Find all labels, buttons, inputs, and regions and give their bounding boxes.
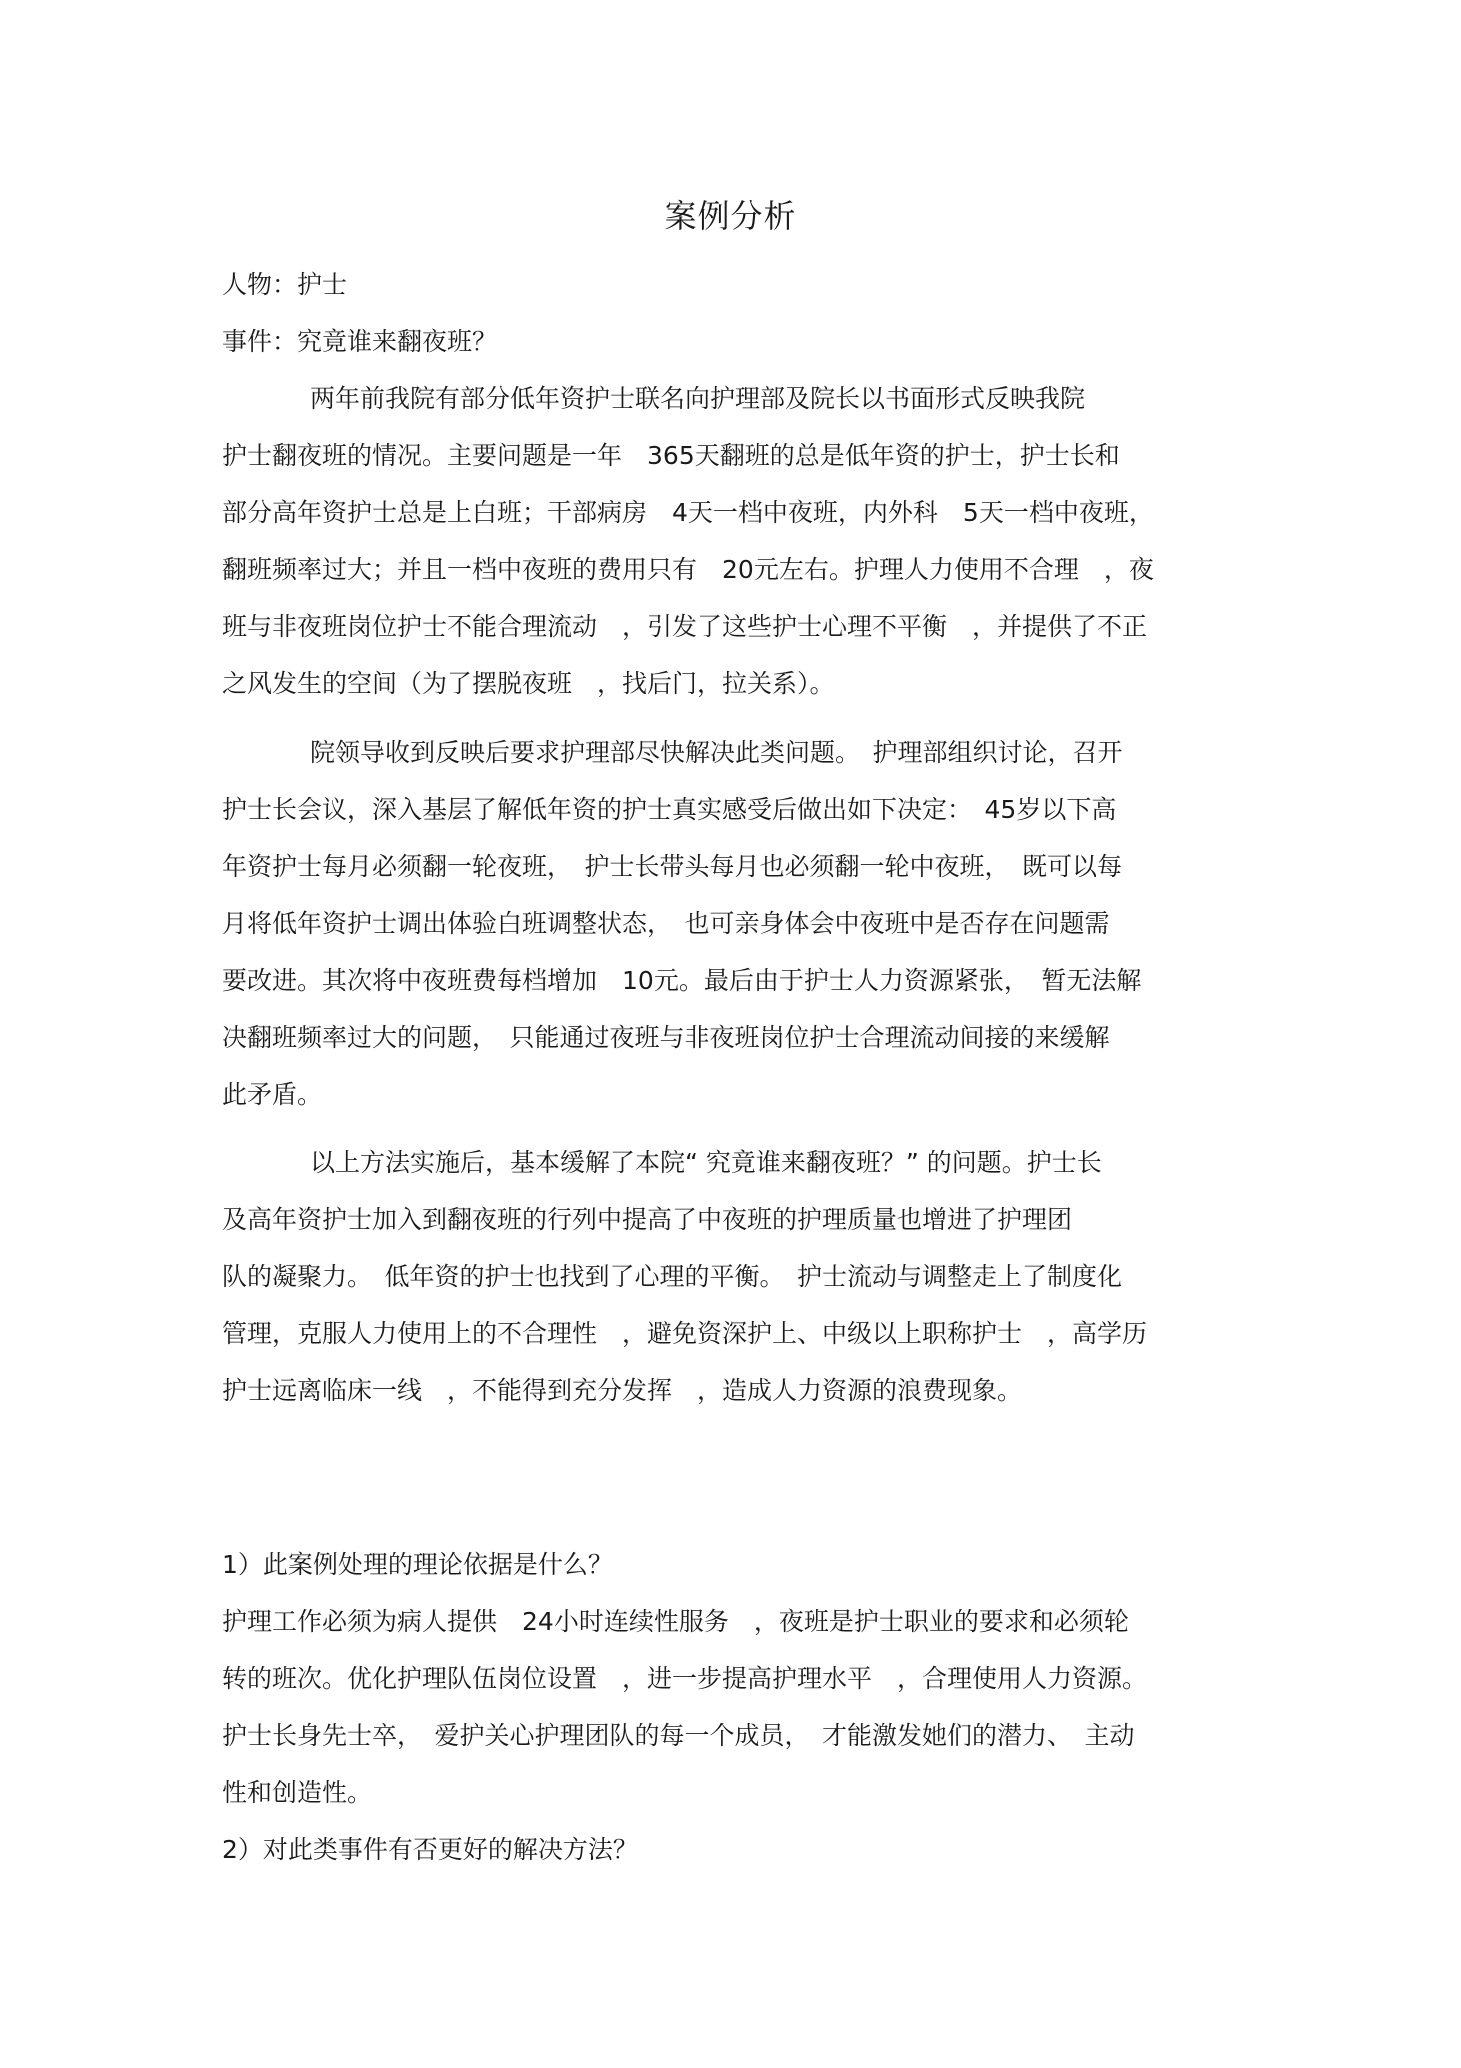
paragraph1-line: 部分高年资护士总是上白班；干部病房 4天一档中夜班，内外科 5天一档中夜班， xyxy=(222,498,1154,527)
person-line: 人物：护士 xyxy=(222,270,348,299)
paragraph2-line: 要改进。其次将中夜班费每档增加 10元。最后由于护士人力资源紧张， 暂无法解 xyxy=(222,966,1142,995)
answer1-line: 护士长身先士卒， 爱护关心护理团队的每一个成员， 才能激发她们的潜力、 主动 xyxy=(222,1721,1135,1750)
paragraph2-line: 院领导收到反映后要求护理部尽快解决此类问题。 护理部组织讨论，召开 xyxy=(310,738,1123,767)
answer1-line: 转的班次。优化护理队伍岗位设置 ，进一步提高护理水平 ，合理使用人力资源。 xyxy=(222,1664,1148,1693)
event-line: 事件：究竟谁来翻夜班？ xyxy=(222,327,498,356)
paragraph3-line: 管理，克服人力使用上的不合理性 ，避免资深护上、中级以上职称护士 ，高学历 xyxy=(222,1319,1148,1348)
paragraph2-line: 月将低年资护士调出体验白班调整状态， 也可亲身体会中夜班中是否存在问题需 xyxy=(222,909,1110,938)
paragraph3-line: 以上方法实施后，基本缓解了本院“ 究竟谁来翻夜班？” 的问题。护士长 xyxy=(310,1148,1102,1177)
paragraph3-line: 队的凝聚力。 低年资的护士也找到了心理的平衡。 护士流动与调整走上了制度化 xyxy=(222,1262,1123,1291)
paragraph1-line: 两年前我院有部分低年资护士联名向护理部及院长以书面形式反映我院 xyxy=(310,384,1086,413)
paragraph1-line: 翻班频率过大；并且一档中夜班的费用只有 20元左右。护理人力使用不合理 ，夜 xyxy=(222,555,1154,584)
document-title: 案例分析 xyxy=(664,197,797,235)
paragraph2-line: 护士长会议，深入基层了解低年资的护士真实感受后做出如下决定： 45岁以下高 xyxy=(222,795,1117,824)
question-1: 1）此案例处理的理论依据是什么？ xyxy=(222,1550,613,1579)
paragraph2-line: 年资护士每月必须翻一轮夜班， 护士长带头每月也必须翻一轮中夜班， 既可以每 xyxy=(222,852,1123,881)
paragraph2-line: 决翻班频率过大的问题， 只能通过夜班与非夜班岗位护士合理流动间接的来缓解 xyxy=(222,1023,1110,1052)
paragraph1-line: 之风发生的空间（为了摆脱夜班 ，找后门，拉关系）。 xyxy=(222,669,835,698)
paragraph2-line: 此矛盾。 xyxy=(222,1080,323,1109)
paragraph1-line: 班与非夜班岗位护士不能合理流动 ，引发了这些护士心理不平衡 ，并提供了不正 xyxy=(222,612,1148,641)
paragraph3-line: 护士远离临床一线 ，不能得到充分发挥 ，造成人力资源的浪费现象。 xyxy=(222,1376,1023,1405)
question-2: 2）对此类事件有否更好的解决方法？ xyxy=(222,1835,638,1864)
answer1-line: 性和创造性。 xyxy=(222,1778,373,1807)
answer1-line: 护理工作必须为病人提供 24小时连续性服务 ，夜班是护士职业的要求和必须轮 xyxy=(222,1607,1129,1636)
paragraph3-line: 及高年资护士加入到翻夜班的行列中提高了中夜班的护理质量也增进了护理团 xyxy=(222,1205,1073,1234)
paragraph1-line: 护士翻夜班的情况。主要问题是一年 365天翻班的总是低年资的护士，护士长和 xyxy=(222,441,1120,470)
